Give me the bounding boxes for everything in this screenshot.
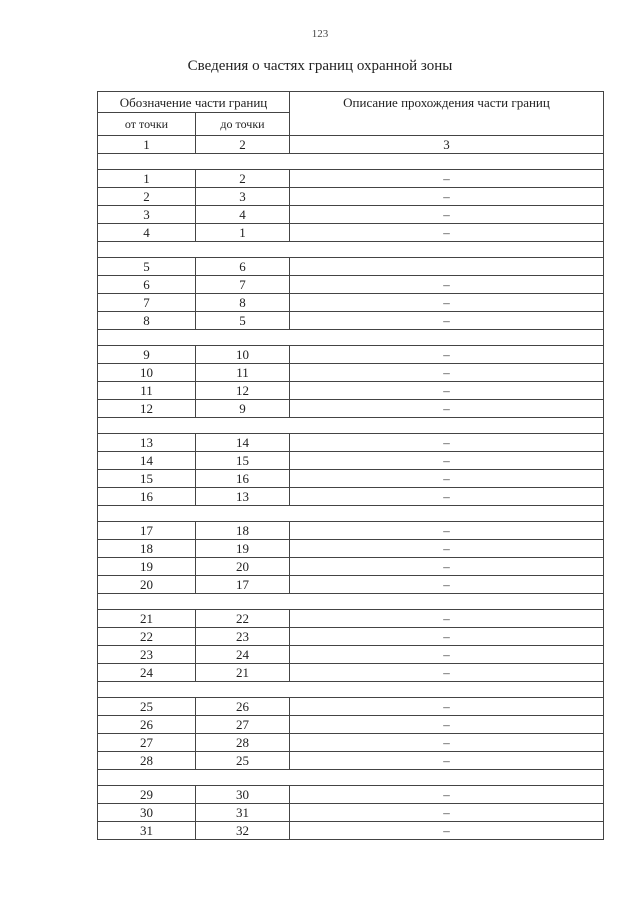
group-separator (98, 242, 604, 258)
cell-to: 16 (196, 470, 290, 488)
cell-to: 11 (196, 364, 290, 382)
cell-from: 5 (98, 258, 196, 276)
cell-description: – (290, 400, 604, 418)
table-row (98, 576, 604, 594)
cell-to: 6 (196, 258, 290, 276)
table-row (98, 382, 604, 400)
cell-from: 17 (98, 522, 196, 540)
header-col-num-1: 1 (98, 136, 196, 154)
table-row (98, 698, 604, 716)
cell-to: 15 (196, 452, 290, 470)
cell-from: 10 (98, 364, 196, 382)
cell-description: – (290, 610, 604, 628)
group-separator (98, 418, 604, 434)
cell-to: 8 (196, 294, 290, 312)
table-row (98, 294, 604, 312)
cell-from: 7 (98, 294, 196, 312)
table-row (98, 170, 604, 188)
table-row (98, 540, 604, 558)
cell-to: 14 (196, 434, 290, 452)
table-row (98, 786, 604, 804)
cell-to: 4 (196, 206, 290, 224)
table-row (98, 488, 604, 506)
table-row (98, 470, 604, 488)
cell-to: 12 (196, 382, 290, 400)
table-row (98, 434, 604, 452)
cell-to: 30 (196, 786, 290, 804)
table-row (98, 610, 604, 628)
group-separator (98, 770, 604, 786)
cell-to: 24 (196, 646, 290, 664)
cell-from: 13 (98, 434, 196, 452)
separator-cell (98, 682, 604, 698)
group-separator (98, 154, 604, 170)
cell-from: 14 (98, 452, 196, 470)
table-row (98, 364, 604, 382)
cell-from: 20 (98, 576, 196, 594)
cell-to: 21 (196, 664, 290, 682)
table-row (98, 452, 604, 470)
cell-from: 21 (98, 610, 196, 628)
table-row (98, 734, 604, 752)
cell-to: 22 (196, 610, 290, 628)
cell-description: – (290, 346, 604, 364)
header-col-num-3: 3 (290, 136, 604, 154)
cell-description: – (290, 312, 604, 330)
cell-from: 18 (98, 540, 196, 558)
cell-description: – (290, 294, 604, 312)
separator-cell (98, 594, 604, 610)
cell-description: – (290, 188, 604, 206)
cell-description: – (290, 716, 604, 734)
cell-to: 26 (196, 698, 290, 716)
cell-description: – (290, 488, 604, 506)
cell-description (290, 258, 604, 276)
table-row (98, 224, 604, 242)
cell-from: 26 (98, 716, 196, 734)
cell-description: – (290, 206, 604, 224)
table-row (98, 646, 604, 664)
table-row (98, 276, 604, 294)
header-col-num-2: 2 (196, 136, 290, 154)
cell-from: 27 (98, 734, 196, 752)
cell-from: 22 (98, 628, 196, 646)
header-description: Описание прохождения части границ (290, 92, 604, 136)
cell-to: 3 (196, 188, 290, 206)
cell-to: 27 (196, 716, 290, 734)
header-from: от точки (98, 113, 196, 136)
cell-description: – (290, 628, 604, 646)
table-row (98, 716, 604, 734)
cell-from: 25 (98, 698, 196, 716)
table-row (98, 400, 604, 418)
cell-from: 31 (98, 822, 196, 840)
page-title: Сведения о частях границ охранной зоны (187, 58, 453, 74)
separator-cell (98, 154, 604, 170)
cell-description: – (290, 786, 604, 804)
table-row (98, 346, 604, 364)
cell-from: 6 (98, 276, 196, 294)
boundary-table (97, 91, 604, 840)
cell-from: 15 (98, 470, 196, 488)
table-row (98, 206, 604, 224)
cell-description: – (290, 698, 604, 716)
table-body (98, 154, 604, 840)
separator-cell (98, 242, 604, 258)
table-row (98, 522, 604, 540)
separator-cell (98, 770, 604, 786)
cell-from: 8 (98, 312, 196, 330)
header-group: Обозначение части границ (98, 92, 290, 113)
cell-description: – (290, 382, 604, 400)
cell-to: 1 (196, 224, 290, 242)
cell-description: – (290, 804, 604, 822)
group-separator (98, 330, 604, 346)
cell-description: – (290, 170, 604, 188)
group-separator (98, 682, 604, 698)
cell-to: 18 (196, 522, 290, 540)
cell-from: 16 (98, 488, 196, 506)
cell-from: 1 (98, 170, 196, 188)
cell-from: 3 (98, 206, 196, 224)
cell-to: 25 (196, 752, 290, 770)
cell-to: 17 (196, 576, 290, 594)
table-row (98, 258, 604, 276)
cell-description: – (290, 364, 604, 382)
cell-to: 10 (196, 346, 290, 364)
cell-to: 19 (196, 540, 290, 558)
cell-to: 9 (196, 400, 290, 418)
cell-from: 23 (98, 646, 196, 664)
cell-description: – (290, 646, 604, 664)
cell-from: 2 (98, 188, 196, 206)
cell-description: – (290, 664, 604, 682)
cell-to: 28 (196, 734, 290, 752)
cell-description: – (290, 734, 604, 752)
table-row (98, 752, 604, 770)
table-row (98, 558, 604, 576)
cell-description: – (290, 452, 604, 470)
table-row (98, 822, 604, 840)
cell-from: 12 (98, 400, 196, 418)
cell-from: 11 (98, 382, 196, 400)
separator-cell (98, 330, 604, 346)
separator-cell (98, 506, 604, 522)
group-separator (98, 594, 604, 610)
cell-from: 29 (98, 786, 196, 804)
cell-from: 24 (98, 664, 196, 682)
cell-from: 28 (98, 752, 196, 770)
cell-description: – (290, 822, 604, 840)
cell-to: 13 (196, 488, 290, 506)
cell-from: 9 (98, 346, 196, 364)
cell-description: – (290, 470, 604, 488)
cell-to: 2 (196, 170, 290, 188)
page-number: 123 (311, 28, 329, 40)
cell-description: – (290, 540, 604, 558)
header-to: до точки (196, 113, 290, 136)
table-row (98, 188, 604, 206)
separator-cell (98, 418, 604, 434)
cell-description: – (290, 276, 604, 294)
table-row (98, 628, 604, 646)
cell-description: – (290, 522, 604, 540)
cell-description: – (290, 224, 604, 242)
cell-to: 32 (196, 822, 290, 840)
cell-description: – (290, 558, 604, 576)
cell-to: 20 (196, 558, 290, 576)
cell-description: – (290, 434, 604, 452)
cell-to: 5 (196, 312, 290, 330)
cell-from: 30 (98, 804, 196, 822)
cell-to: 7 (196, 276, 290, 294)
cell-description: – (290, 752, 604, 770)
cell-from: 4 (98, 224, 196, 242)
table-row (98, 312, 604, 330)
cell-description: – (290, 576, 604, 594)
group-separator (98, 506, 604, 522)
cell-to: 23 (196, 628, 290, 646)
table-row (98, 664, 604, 682)
boundary-table-wrap (97, 91, 603, 840)
cell-from: 19 (98, 558, 196, 576)
cell-to: 31 (196, 804, 290, 822)
table-row (98, 804, 604, 822)
